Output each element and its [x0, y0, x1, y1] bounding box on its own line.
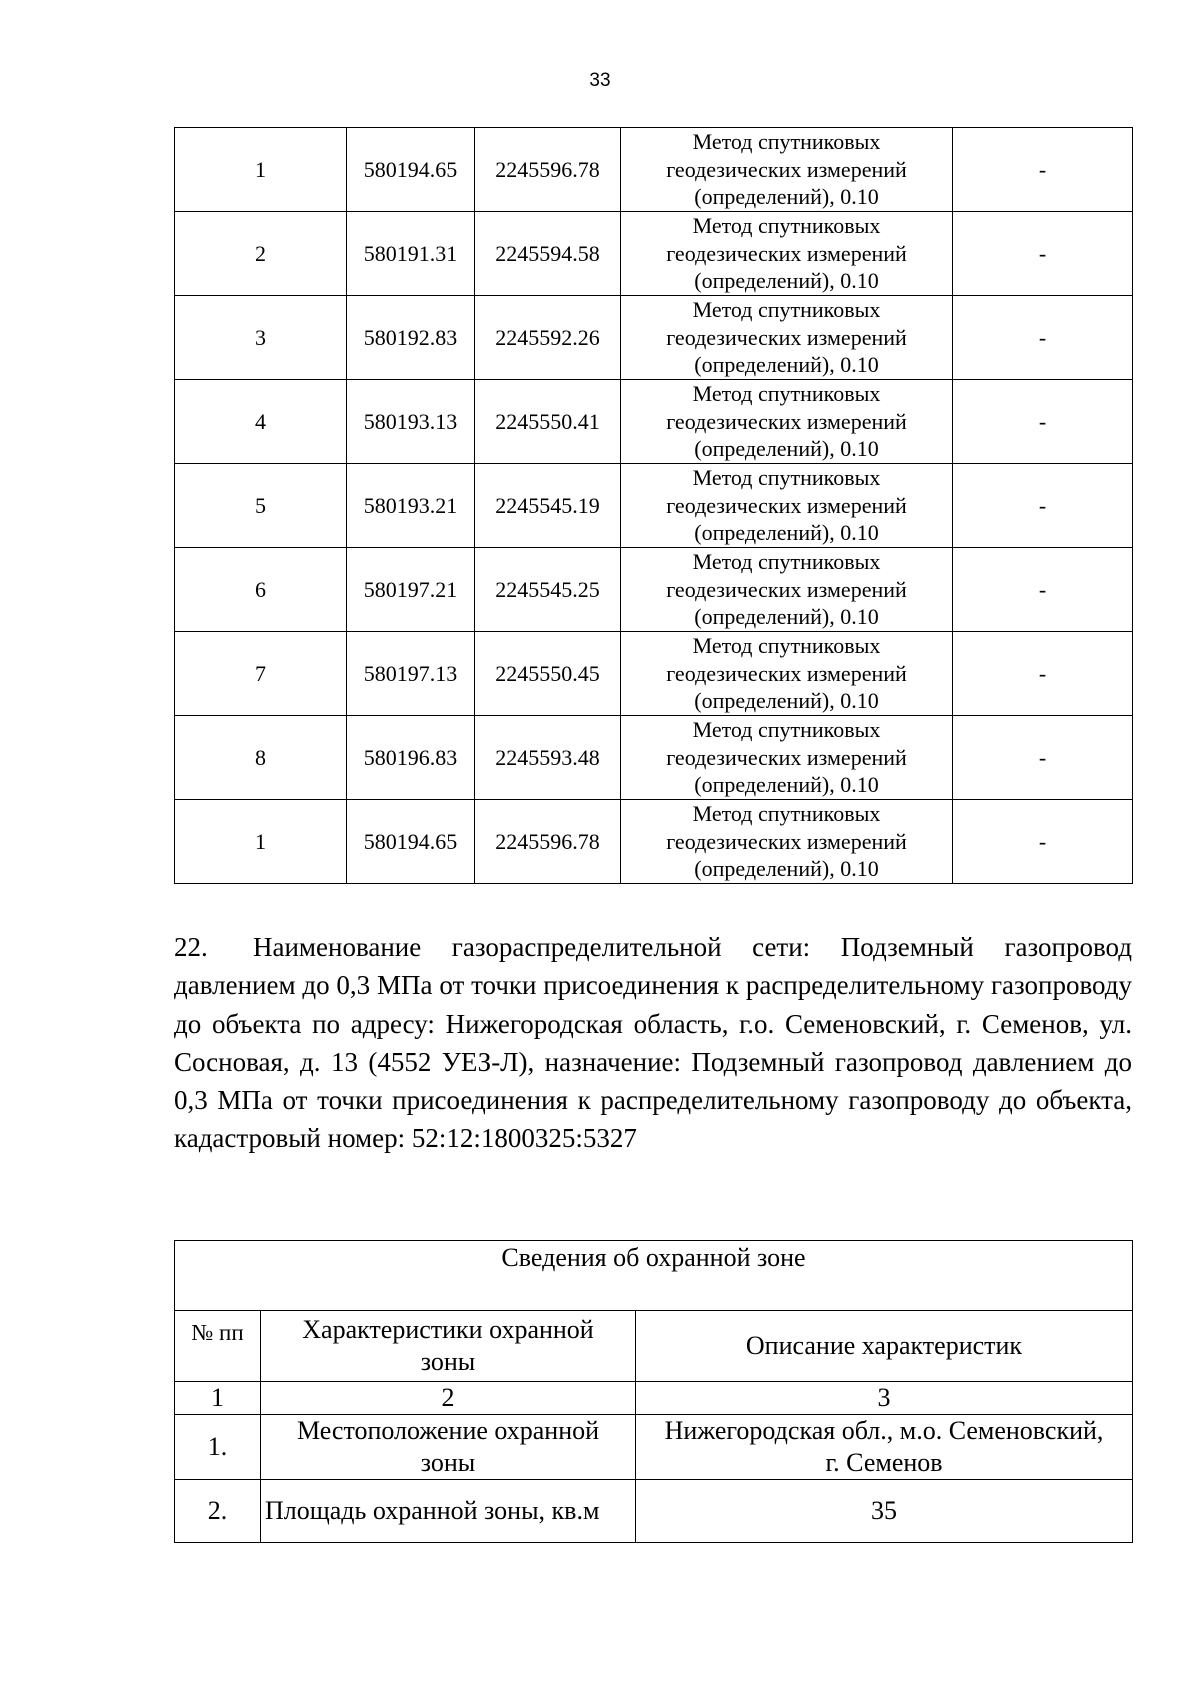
x-coordinate-cell: 580193.13: [347, 380, 475, 464]
method-cell: Метод спутниковых геодезических измерений (определений), 0.10: [621, 716, 953, 800]
y-coordinate-cell: 2245593.48: [475, 716, 621, 800]
header-row-number: № пп: [175, 1311, 261, 1382]
x-coordinate-cell: 580192.83: [347, 296, 475, 380]
point-number-cell: 2: [175, 212, 347, 296]
method-cell: Метод спутниковых геодезических измерений (определений), 0.10: [621, 548, 953, 632]
note-cell: -: [953, 128, 1133, 212]
y-coordinate-cell: 2245550.45: [475, 632, 621, 716]
method-cell: Метод спутниковых геодезических измерений (определений), 0.10: [621, 296, 953, 380]
x-coordinate-cell: 580196.83: [347, 716, 475, 800]
table-row: [175, 296, 1133, 380]
section-number: 22.: [174, 932, 208, 962]
row-number: 1.: [175, 1415, 261, 1480]
zone-table-title: Сведения об охранной зоне: [175, 1241, 1133, 1311]
point-number-cell: 1: [175, 800, 347, 884]
row-number: 2.: [175, 1480, 261, 1543]
protection-zone-table: [174, 1240, 1133, 1543]
zone-area-value: 35: [636, 1480, 1133, 1543]
note-cell: -: [953, 632, 1133, 716]
point-number-cell: 4: [175, 380, 347, 464]
y-coordinate-cell: 2245550.41: [475, 380, 621, 464]
x-coordinate-cell: 580194.65: [347, 128, 475, 212]
x-coordinate-cell: 580194.65: [347, 800, 475, 884]
y-coordinate-cell: 2245592.26: [475, 296, 621, 380]
page-number: 33: [589, 70, 611, 91]
y-coordinate-cell: 2245545.19: [475, 464, 621, 548]
method-cell: Метод спутниковых геодезических измерений (определений), 0.10: [621, 464, 953, 548]
point-number-cell: 6: [175, 548, 347, 632]
table-row: [175, 800, 1133, 884]
y-coordinate-cell: 2245545.25: [475, 548, 621, 632]
table-row: [175, 380, 1133, 464]
zone-location-value: Нижегородская обл., м.о. Семеновский, г. Семенов: [636, 1415, 1133, 1480]
coordinates-table: [174, 127, 1133, 884]
method-cell: Метод спутниковых геодезических измерений (определений), 0.10: [621, 632, 953, 716]
index-cell: 3: [636, 1382, 1133, 1415]
note-cell: -: [953, 548, 1133, 632]
section-text: Наименование газораспределительной сети: Подземный газопровод давлением до 0,3 МПа от точки присоединения к распределительному газопроводу до объекта по адресу: Нижегородская область, г.о. Семеновский, г. Семенов, ул. Сосновая, д. 13 (4552 УЕЗ-Л), назначение: Подземный газопровод давлением до 0,3 МПа от точки присоединения к распределительному газопроводу до объекта, кадастровый номер: 52:12:1800325:5327: [174, 932, 1132, 1154]
x-coordinate-cell: 580197.21: [347, 548, 475, 632]
zone-area-label: Площадь охранной зоны, кв.м: [261, 1480, 636, 1543]
table-row: [175, 632, 1133, 716]
note-cell: -: [953, 716, 1133, 800]
note-cell: -: [953, 464, 1133, 548]
point-number-cell: 8: [175, 716, 347, 800]
x-coordinate-cell: 580193.21: [347, 464, 475, 548]
zone-location-label: Местоположение охранной зоны: [261, 1415, 636, 1480]
x-coordinate-cell: 580191.31: [347, 212, 475, 296]
index-cell: 2: [261, 1382, 636, 1415]
table-row: [175, 716, 1133, 800]
section-paragraph: [174, 928, 1132, 1158]
method-cell: Метод спутниковых геодезических измерений (определений), 0.10: [621, 800, 953, 884]
x-coordinate-cell: 580197.13: [347, 632, 475, 716]
header-characteristics: Характеристики охранной зоны: [261, 1311, 636, 1382]
method-cell: Метод спутниковых геодезических измерений (определений), 0.10: [621, 212, 953, 296]
table-row: [175, 464, 1133, 548]
table-row: [175, 548, 1133, 632]
y-coordinate-cell: 2245596.78: [475, 800, 621, 884]
point-number-cell: 3: [175, 296, 347, 380]
table-row: [175, 212, 1133, 296]
note-cell: -: [953, 212, 1133, 296]
note-cell: -: [953, 380, 1133, 464]
point-number-cell: 7: [175, 632, 347, 716]
y-coordinate-cell: 2245596.78: [475, 128, 621, 212]
table-row: [175, 128, 1133, 212]
method-cell: Метод спутниковых геодезических измерений (определений), 0.10: [621, 380, 953, 464]
header-description: Описание характеристик: [636, 1311, 1133, 1382]
y-coordinate-cell: 2245594.58: [475, 212, 621, 296]
note-cell: -: [953, 296, 1133, 380]
point-number-cell: 1: [175, 128, 347, 212]
note-cell: -: [953, 800, 1133, 884]
method-cell: Метод спутниковых геодезических измерений (определений), 0.10: [621, 128, 953, 212]
index-cell: 1: [175, 1382, 261, 1415]
point-number-cell: 5: [175, 464, 347, 548]
